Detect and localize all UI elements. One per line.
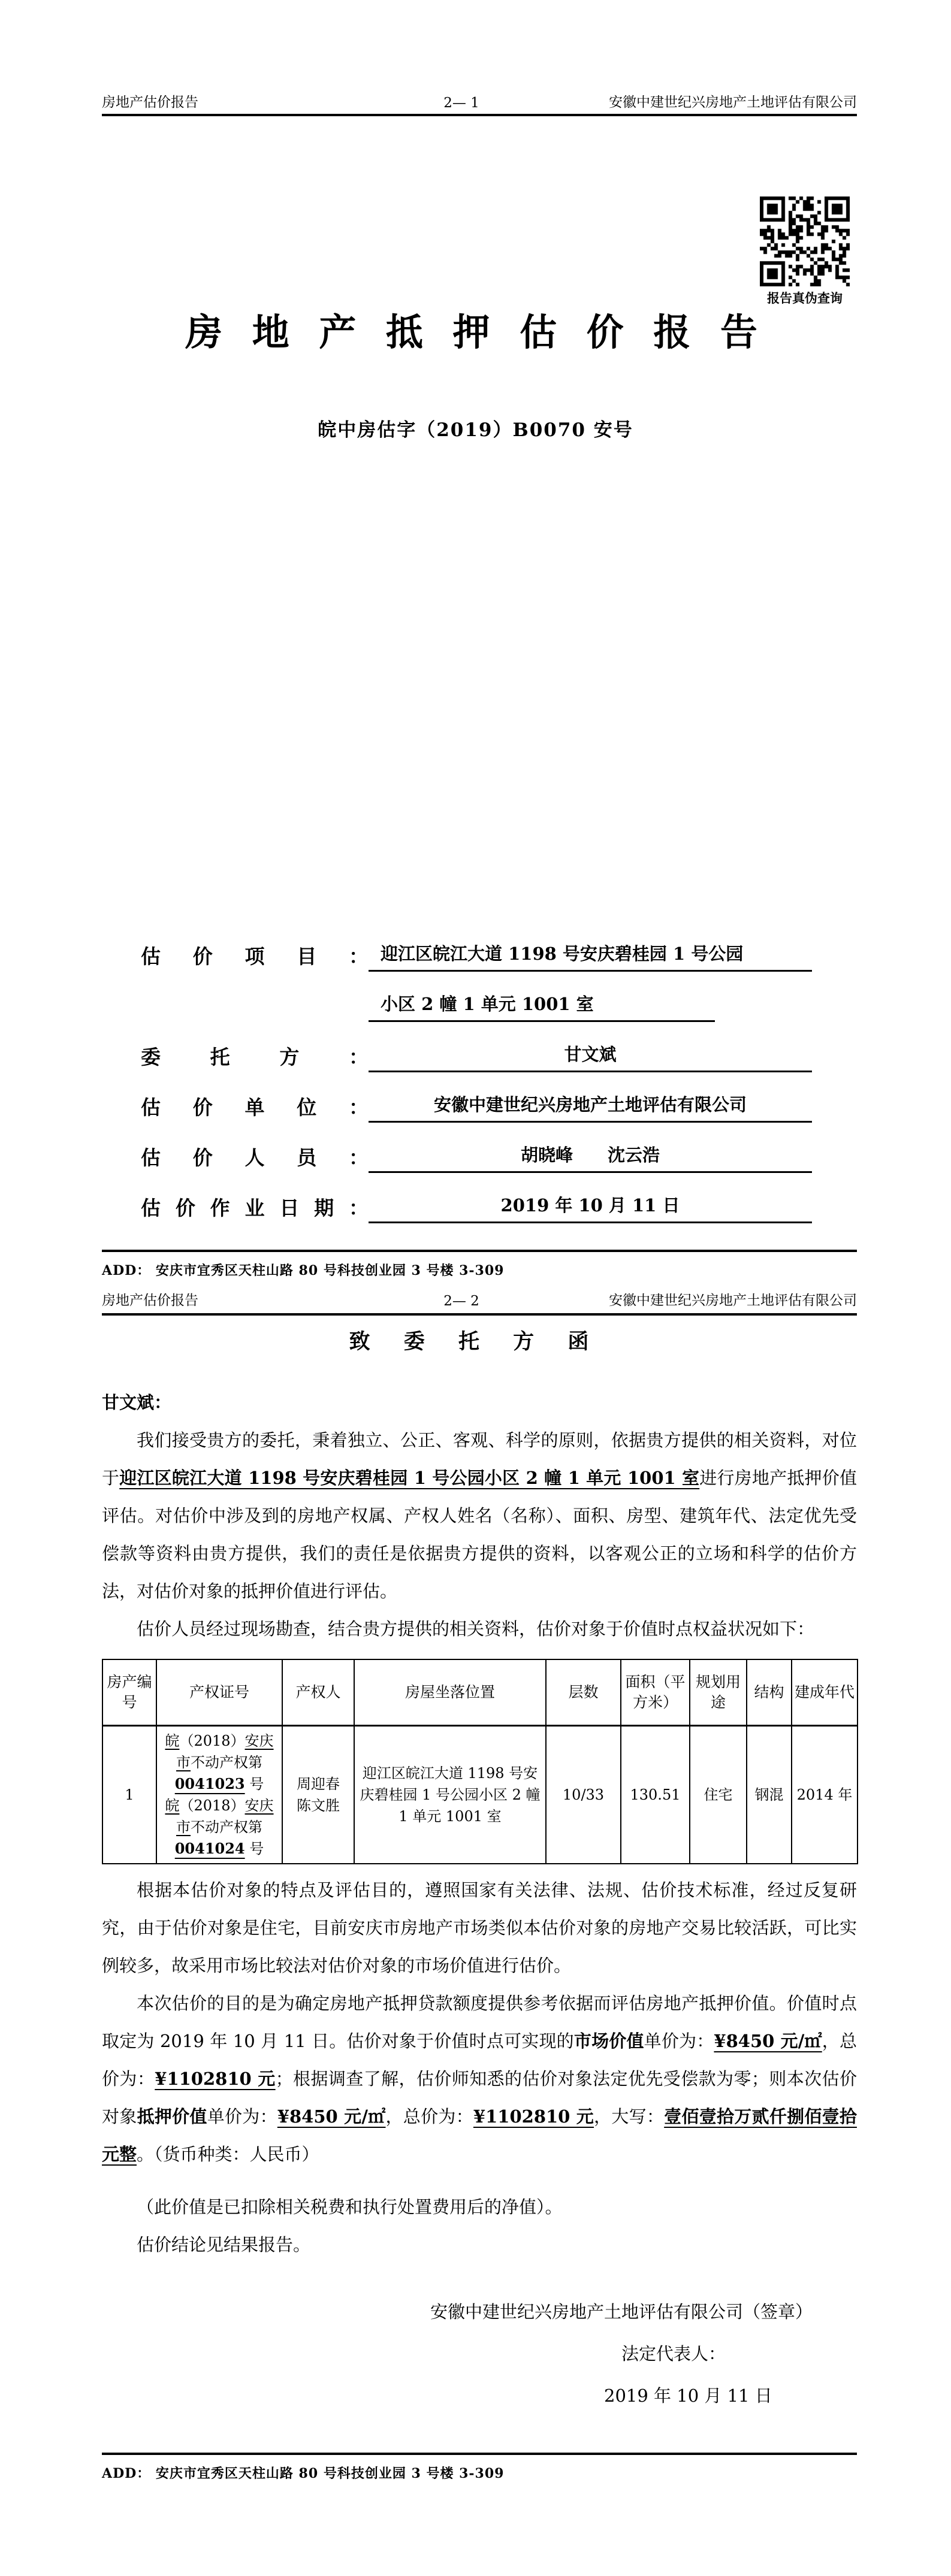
letter-paragraph-3: 根据本估价对象的特点及评估目的，遵照国家有关法律、法规、估价技术标准，经过反复研究，由于估价对象是住宅，目前安庆市房地产市场类似本估价对象的房地产交易比较活跃，可比实例较多，故采用市场比较法对估价对象的市场价值进行估价。 <box>102 1879 857 1976</box>
page1-header-rule <box>102 114 857 116</box>
cert1-type: 不动产权第 <box>191 1753 262 1771</box>
cover-fields <box>141 921 812 1223</box>
signature-company: 安徽中建世纪兴房地产土地评估有限公司（签章） <box>430 2301 813 2322</box>
owner-2: 陈文胜 <box>297 1797 340 1814</box>
cert1-number: 0041023 <box>174 1774 245 1792</box>
p4-mortgage-unit-price: ¥8450 元/㎡ <box>277 2106 386 2127</box>
page2-running-header <box>102 1289 857 1309</box>
cert2-suffix: 号 <box>244 1840 264 1857</box>
field-appraisers-value: 胡晓峰 沈云浩 <box>369 1142 812 1173</box>
field-agency-row <box>141 1072 812 1123</box>
field-client-row <box>141 1022 812 1072</box>
qr-caption: 报告真伪查询 <box>767 291 843 306</box>
running-header-left: 房地产估价报告 <box>102 95 198 110</box>
p1-property-address: 迎江区皖江大道 1198 号安庆碧桂园 1 号公园小区 2 幢 1 单元 1001 室 <box>119 1468 700 1488</box>
field-project-label-spacer <box>141 1020 369 1022</box>
p1-text: 我们接受贵方的委托，秉着独立、公正、客观、科学的原则，依据贵方提供的相关资料，对位于 <box>102 1430 857 1488</box>
cert2-year: （2018） <box>179 1797 245 1814</box>
col-header-cert-no: 产权证号 <box>156 1659 282 1725</box>
field-date-value: 2019 年 10 月 11 日 <box>369 1192 812 1223</box>
page2-footer-rule <box>102 2453 857 2455</box>
p4-text2: 单价为： <box>644 2030 714 2051</box>
cert2-province: 皖 <box>165 1797 180 1814</box>
page2-footer-address: ADD： 安庆市宜秀区天柱山路 80 号科技创业园 3 号楼 3-309 <box>102 2466 505 2481</box>
cell-location: 迎江区皖江大道 1198 号安庆碧桂园 1 号公园小区 2 幢 1 单元 1001 室 <box>354 1725 546 1864</box>
cell-area: 130.51 <box>621 1725 690 1864</box>
p4-market-value-label: 市场价值 <box>573 2030 644 2051</box>
running-header-company: 安徽中建世纪兴房地产土地评估有限公司 <box>609 1293 857 1308</box>
running-header-company: 安徽中建世纪兴房地产土地评估有限公司 <box>609 95 857 110</box>
letter-salutation: 甘文斌： <box>102 1392 172 1413</box>
p4-text1: 本次估价的目的是为确定房地产抵押贷款额度提供参考依据而评估房地产抵押价值。价值时点取定为 2019 年 10 月 11 日。估价对象于价值时点可实现的 <box>102 1993 857 2051</box>
field-project-row <box>141 921 812 972</box>
field-appraisers-row <box>141 1123 812 1173</box>
page1-footer-rule <box>102 1250 857 1252</box>
cert2-city: 安庆市 <box>176 1797 274 1836</box>
qr-code <box>760 196 850 286</box>
col-header-property-no: 房产编号 <box>102 1659 156 1725</box>
signature-legal-rep: 法定代表人： <box>621 2343 726 2364</box>
property-table-header-row <box>102 1659 858 1725</box>
col-header-owner: 产权人 <box>282 1659 354 1725</box>
field-agency-value: 安徽中建世纪兴房地产土地评估有限公司 <box>369 1092 812 1123</box>
field-project-value-line1: 迎江区皖江大道 1198 号安庆碧桂园 1 号公园 <box>369 941 812 972</box>
cert2-number: 0041024 <box>174 1839 245 1857</box>
cell-cert-no <box>156 1725 282 1864</box>
property-table-row <box>102 1725 858 1864</box>
col-header-location: 房屋坐落位置 <box>354 1659 546 1725</box>
letter-title: 致 委 托 方 函 <box>349 1329 602 1354</box>
letter-body <box>102 1384 857 2417</box>
field-client-value: 甘文斌 <box>369 1041 812 1072</box>
cell-owner <box>282 1725 354 1864</box>
p1-text-cont: 进行房地产抵押价值评估。对估价中涉及到的房地产权属、产权人姓名（名称）、面积、房型、建筑年代、法定优先受偿款等资料由贵方提供，我们的责任是依据贵方提供的资料，以客观公正的立场和科学的估价方法，对估价对象的抵押价值进行评估。 <box>102 1468 857 1601</box>
col-header-year: 建成年代 <box>792 1659 858 1725</box>
col-header-area: 面积（平方米） <box>621 1659 690 1725</box>
field-appraisers-label: 估价人员： <box>141 1146 369 1169</box>
letter-paragraph-2: 估价人员经过现场勘查，结合贵方提供的相关资料，估价对象于价值时点权益状况如下： <box>137 1619 815 1639</box>
field-client-label: 委托方： <box>141 1045 369 1069</box>
report-title: 房 地 产 抵 押 估 价 报 告 <box>185 310 766 354</box>
p4-text5: 单价为： <box>207 2106 277 2127</box>
field-date-label: 估价作业日期： <box>141 1196 369 1220</box>
field-agency-label: 估价单位： <box>141 1096 369 1119</box>
cert1-suffix: 号 <box>244 1775 264 1792</box>
col-header-structure: 结构 <box>747 1659 792 1725</box>
p4-text3: ，总价为： <box>102 2030 857 2089</box>
cell-year: 2014 年 <box>792 1725 858 1864</box>
p4-market-unit-price: ¥8450 元/㎡ <box>714 2030 822 2051</box>
p4-text8: 。（货币种类：人民币） <box>137 2143 319 2164</box>
running-header-left: 房地产估价报告 <box>102 1293 198 1308</box>
cell-property-no: 1 <box>102 1725 156 1864</box>
field-project-label: 估价项目： <box>141 945 369 968</box>
cell-structure: 钢混 <box>747 1725 792 1864</box>
col-header-use: 规划用途 <box>690 1659 747 1725</box>
p4-market-total-price: ¥1102810 元 <box>155 2068 276 2089</box>
page2-header-rule <box>102 1313 857 1316</box>
field-project-row2 <box>141 972 812 1022</box>
page1-number: 2— 1 <box>443 95 479 111</box>
p4-mortgage-value-label: 抵押价值 <box>137 2106 207 2127</box>
cert1-year: （2018） <box>179 1732 245 1749</box>
page2-number: 2— 2 <box>443 1293 479 1309</box>
field-date-row <box>141 1173 812 1223</box>
p4-amount-in-words: 壹佰壹拾万贰仟捌佰壹拾元整 <box>102 2106 857 2164</box>
p4-mortgage-total-price: ¥1102810 元 <box>473 2106 594 2127</box>
signature-date: 2019 年 10 月 11 日 <box>604 2385 772 2406</box>
owner-1: 周迎春 <box>297 1775 340 1792</box>
col-header-floors: 层数 <box>546 1659 621 1725</box>
p4-text7: ，大写： <box>594 2106 665 2127</box>
report-document-number: 皖中房估字（2019）B0070 安号 <box>318 419 633 441</box>
cell-floors: 10/33 <box>546 1725 621 1864</box>
p4-text4: ；根据调查了解，估价师知悉的估价对象法定优先受偿款为零；则本次估价对象 <box>102 2068 857 2127</box>
field-project-value-line2: 小区 2 幢 1 单元 1001 室 <box>369 991 715 1022</box>
cert1-city: 安庆市 <box>176 1732 274 1771</box>
letter-paragraph-4 <box>102 1985 857 2173</box>
cert2-type: 不动产权第 <box>191 1818 262 1836</box>
page1-footer-address: ADD： 安庆市宜秀区天柱山路 80 号科技创业园 3 号楼 3-309 <box>102 1263 505 1278</box>
letter-paragraph-6: 估价结论见结果报告。 <box>137 2234 311 2255</box>
p4-text6: ，总价为： <box>385 2106 473 2127</box>
cell-use: 住宅 <box>690 1725 747 1864</box>
page1-running-header <box>102 91 857 111</box>
cert1-province: 皖 <box>165 1732 180 1749</box>
property-table <box>102 1659 858 1864</box>
letter-paragraph-5: （此价值是已扣除相关税费和执行处置费用后的净值）。 <box>137 2196 563 2217</box>
letter-paragraph-1 <box>102 1422 857 1610</box>
